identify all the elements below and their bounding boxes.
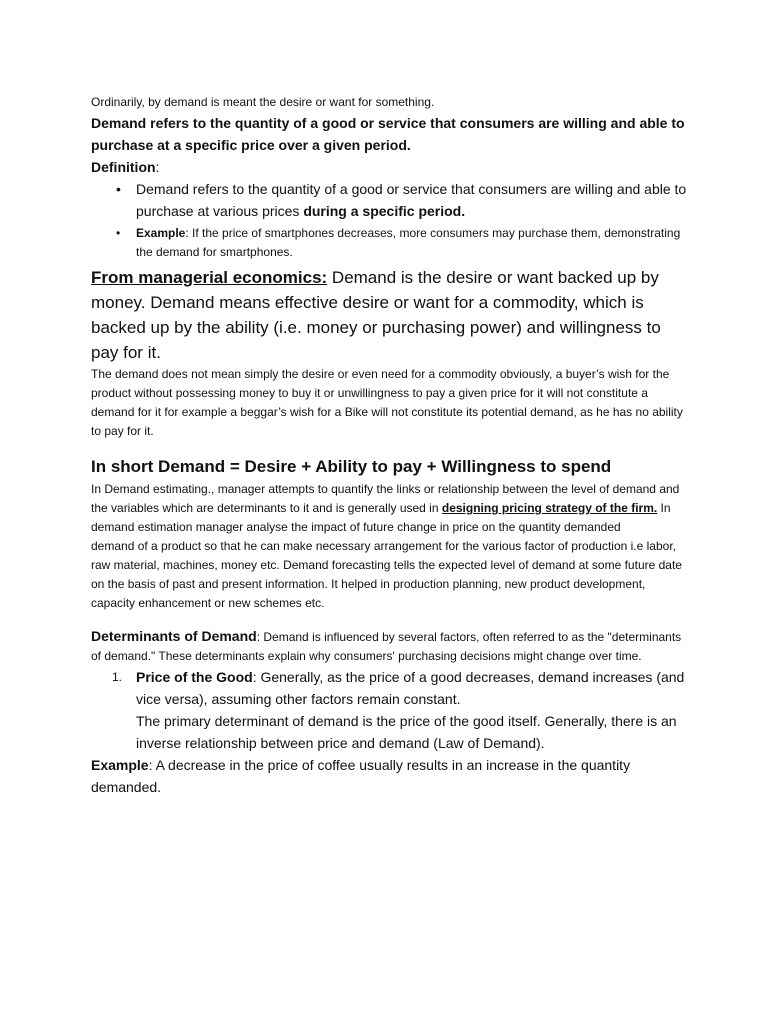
item1-text: : Generally, as the price of a good decreases, demand increases (and vice versa), assuming other factors remain constant. — [136, 669, 685, 707]
definition-list — [91, 178, 688, 262]
spacer — [91, 613, 688, 627]
definition-label: Definition — [91, 159, 156, 175]
list-item — [136, 224, 688, 262]
intro-text: Ordinarily, by demand is meant the desire or want for something. — [91, 95, 435, 109]
bullet1-bold: during a specific period. — [303, 203, 466, 219]
determinants-paragraph — [91, 627, 688, 666]
determinants-list — [91, 666, 688, 754]
example-paragraph — [91, 754, 688, 798]
definition-heading — [91, 156, 688, 178]
item1-number: 1. — [112, 670, 123, 684]
item1-text2: The primary determinant of demand is the price of the good itself. Generally, there is an inverse relationship between price and demand (Law of Demand). — [136, 713, 677, 751]
example-label: Example — [91, 757, 149, 773]
estimating-link: designing pricing strategy of the firm. — [441, 501, 658, 515]
bullet2-label: Example — [136, 226, 186, 240]
bullet2-text: : If the price of smartphones decreases, more consumers may purchase them, demonstrating the demand for smartphones. — [136, 226, 681, 259]
determinants-label: Determinants of Demand — [91, 628, 257, 644]
bullet1-text: Demand refers to the quantity of a good or service that consumers are willing and able to purchase at various prices — [136, 181, 687, 219]
determinants-text: : Demand is influenced by several factors, often referred to as the "determinants of demand." These determinants explain why consumers' purchasing decisions might change over time. — [91, 630, 682, 663]
spacer — [91, 441, 688, 451]
managerial-paragraph — [91, 265, 688, 365]
estimating-text1: In Demand estimating., manager attempts to quantify the links or relationship between the level of demand and the variables which are determinants to it and is generally used in — [91, 482, 680, 515]
estimating-paragraph — [91, 480, 688, 537]
definition-colon: : — [155, 159, 160, 175]
managerial-label: From managerial economics: — [91, 268, 328, 287]
list-item — [136, 178, 688, 222]
managerial-text: Demand is the desire or want backed up by money. Demand means effective desire or want for a commodity, which is backed up by the ability (i.e. money or purchasing power) and willingness to pay for it. — [91, 268, 661, 362]
estimating-text2: In demand estimation manager analyse the impact of future change in price on the quantity demanded — [91, 501, 671, 534]
item1-label: Price of the Good — [136, 669, 253, 685]
list-item — [112, 666, 688, 754]
forecasting-paragraph: demand of a product so that he can make necessary arrangement for the various factor of production i.e labor, raw material, machines, money etc. Demand forecasting tells the expected level of demand at some future date on the basis of past and present information. It helped in production planning, new product development, capacity enhancement or new schemes etc. — [91, 539, 682, 610]
short-heading: In short Demand = Desire + Ability to pay + Willingness to spend — [91, 457, 612, 476]
example-text: : A decrease in the price of coffee usually results in an increase in the quantity demanded. — [91, 757, 631, 795]
bold-definition: Demand refers to the quantity of a good or service that consumers are willing and able to purchase at a specific price over a given period. — [91, 115, 685, 153]
explanation-paragraph: The demand does not mean simply the desire or even need for a commodity obviously, a buyer’s wish for the product without possessing money to buy it or unwillingness to pay a given price for it will not constitute a demand for it for example a beggar’s wish for a Bike will not constitute its potential demand, as he has no ability to pay for it. — [91, 367, 683, 438]
